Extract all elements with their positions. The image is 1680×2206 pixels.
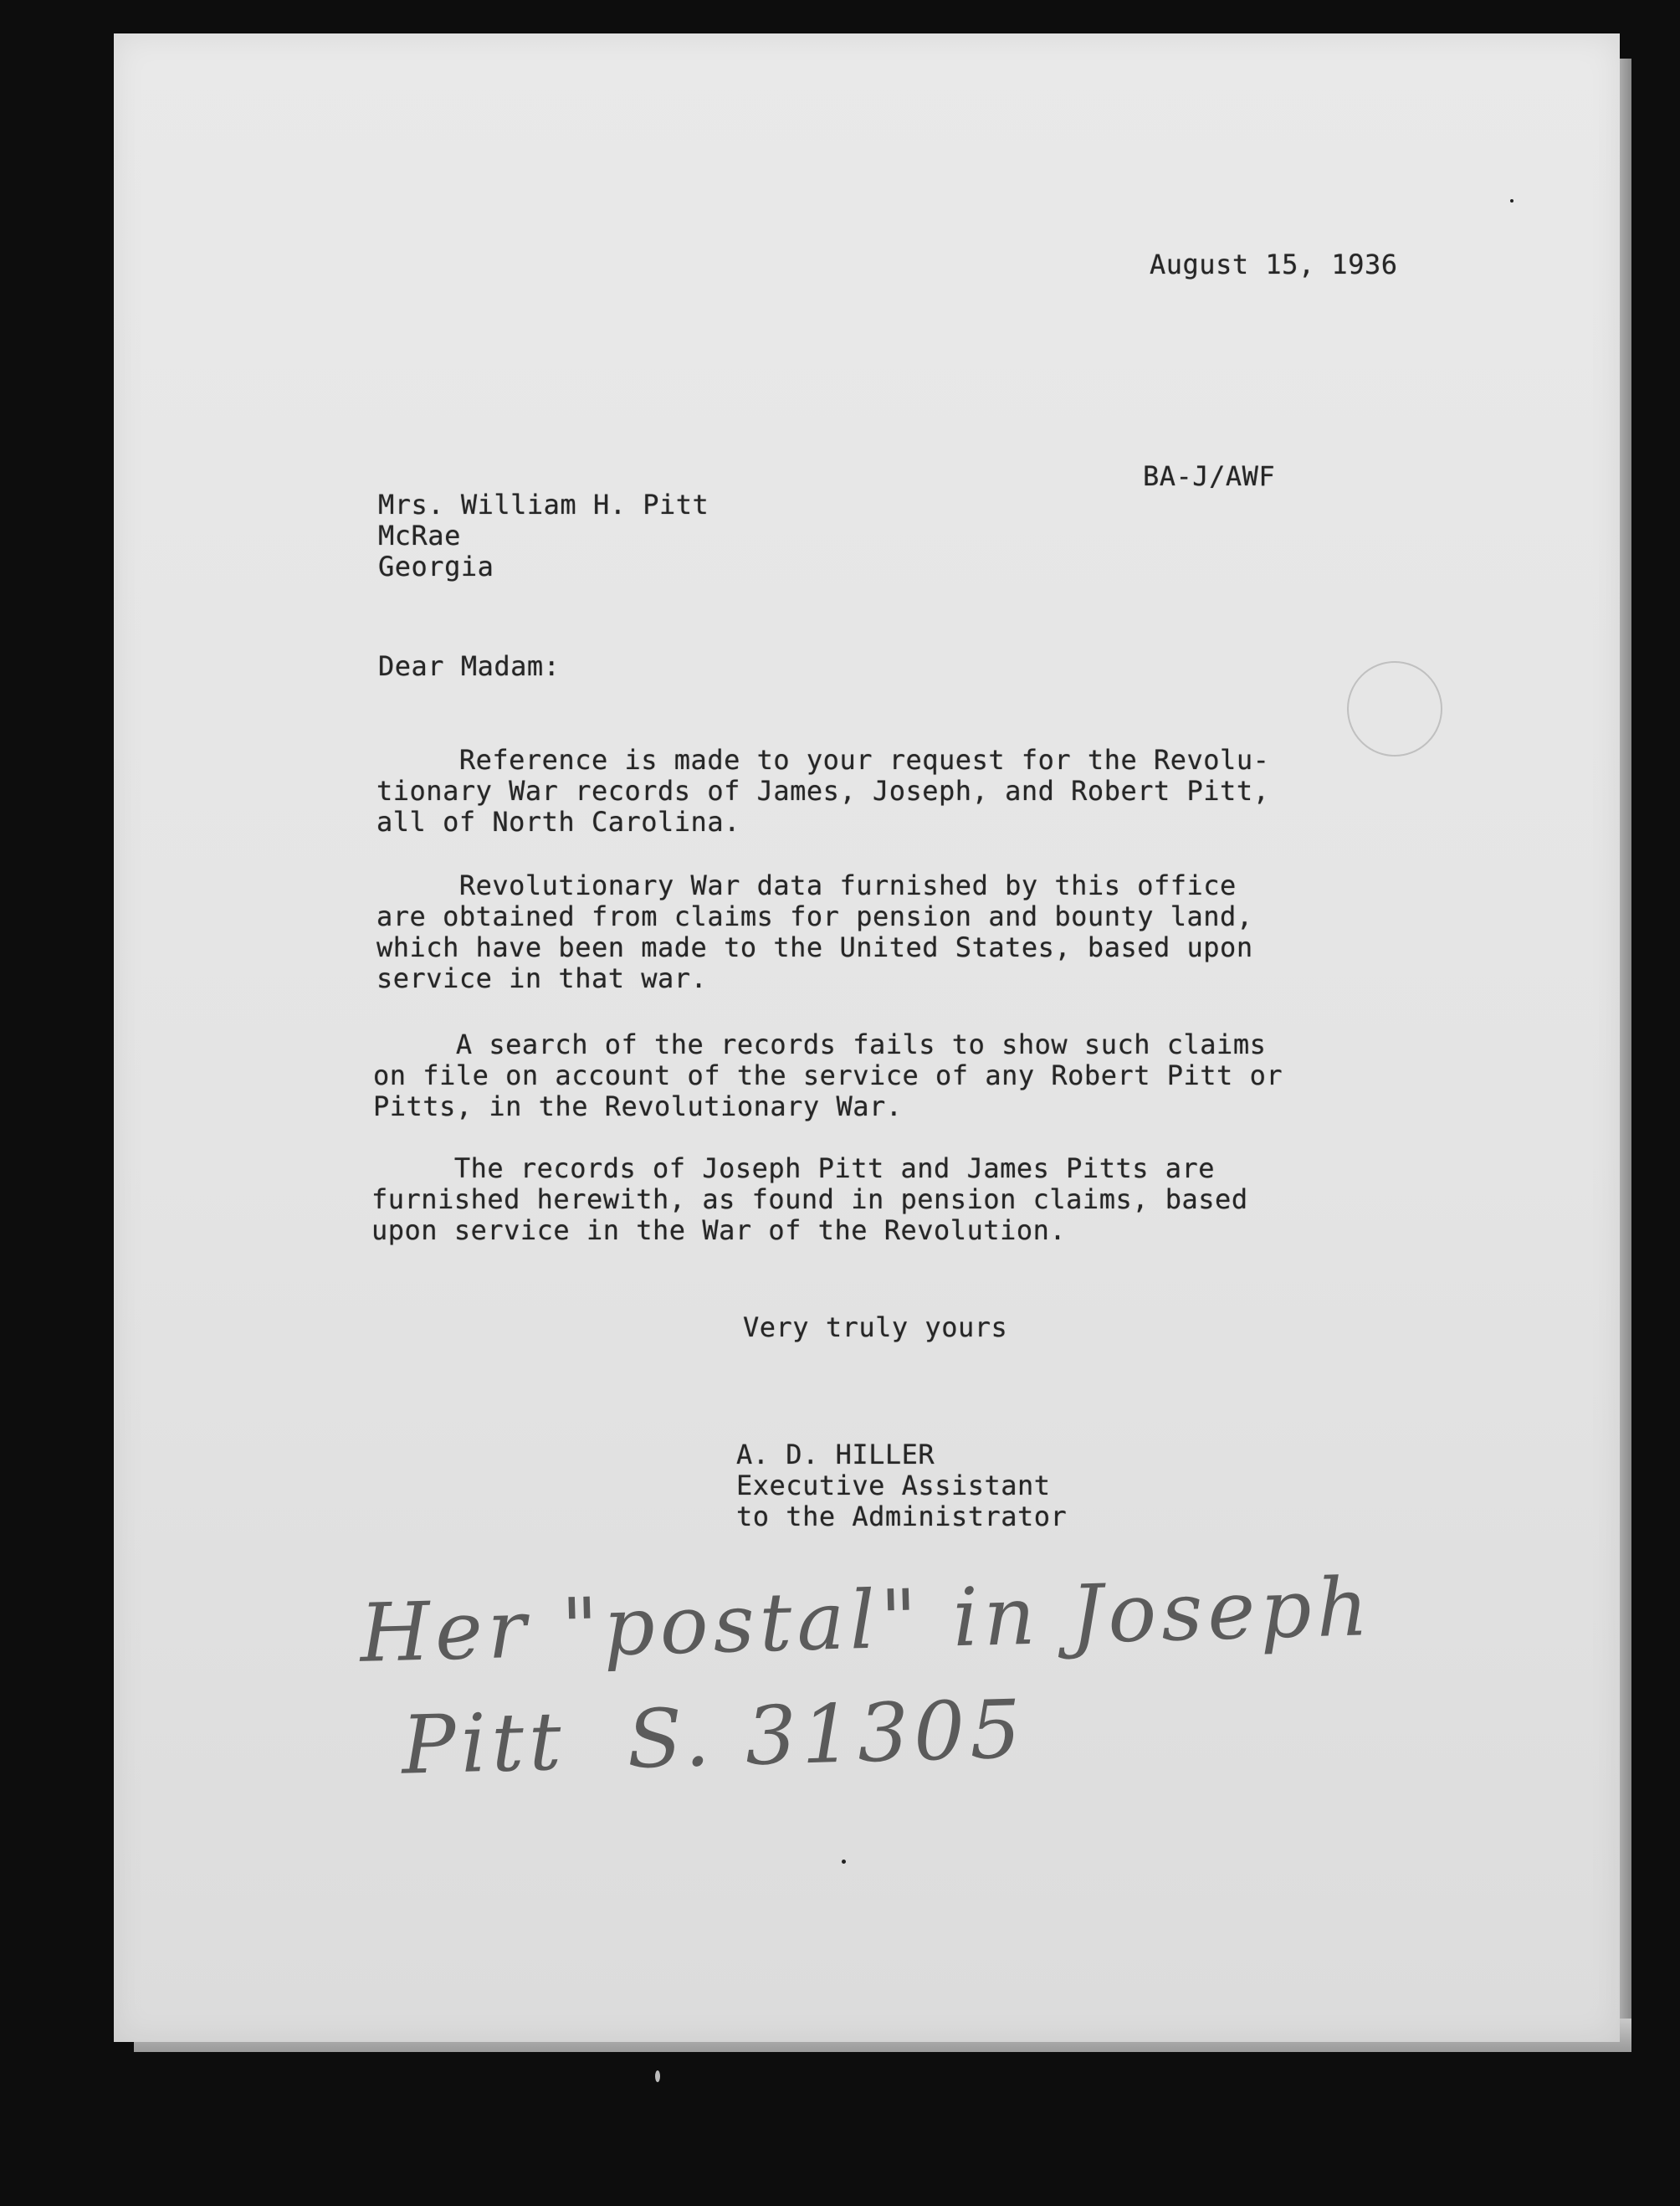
handwritten-note-line: Her "postal" in Joseph <box>358 1560 1375 1680</box>
paragraph-line: are obtained from claims for pension and bounty land, <box>376 900 1253 932</box>
paragraph-line: Pitts, in the Revolutionary War. <box>373 1090 903 1122</box>
signature-title: to the Administrator <box>736 1501 1068 1532</box>
paragraph-line: on file on account of the service of any Robert Pitt or <box>373 1059 1283 1091</box>
address-line: Georgia <box>378 551 494 582</box>
reference-code: BA-J/AWF <box>1143 460 1276 492</box>
body-paragraph <box>376 870 1253 994</box>
address-line: Mrs. William H. Pitt <box>378 489 709 521</box>
address-line: McRae <box>378 520 461 552</box>
faint-stamp <box>1347 661 1442 757</box>
dust-speck <box>1510 199 1514 203</box>
signature-title: Executive Assistant <box>736 1470 1051 1501</box>
paragraph-line: A search of the records fails to show such claims <box>373 1029 1267 1060</box>
paragraph-line: service in that war. <box>376 962 708 994</box>
body-paragraph <box>373 1029 1283 1122</box>
paragraph-line: The records of Joseph Pitt and James Pitts are <box>371 1152 1216 1184</box>
paragraph-line: all of North Carolina. <box>376 806 740 838</box>
paragraph-line: Reference is made to your request for the Revolu- <box>376 744 1270 776</box>
paragraph-line: tionary War records of James, Joseph, and Robert Pitt, <box>376 775 1270 807</box>
closing: Very truly yours <box>743 1311 1008 1343</box>
signature-name: A. D. HILLER <box>736 1439 935 1470</box>
paragraph-line: upon service in the War of the Revolution. <box>371 1214 1067 1246</box>
paragraph-line: which have been made to the United States, based upon <box>376 931 1253 963</box>
salutation: Dear Madam: <box>378 650 561 682</box>
handwritten-note-line: Pitt S. 31305 <box>400 1682 1027 1793</box>
dust-speck <box>842 1860 846 1864</box>
signature-block <box>736 1439 1067 1532</box>
recipient-address <box>378 490 709 582</box>
letter-date: August 15, 1936 <box>1150 249 1398 280</box>
body-paragraph <box>371 1153 1248 1246</box>
body-paragraph <box>376 745 1269 838</box>
paragraph-line: furnished herewith, as found in pension claims, based <box>371 1183 1248 1215</box>
dust-speck <box>655 2070 660 2082</box>
paragraph-line: Revolutionary War data furnished by this office <box>376 870 1237 901</box>
